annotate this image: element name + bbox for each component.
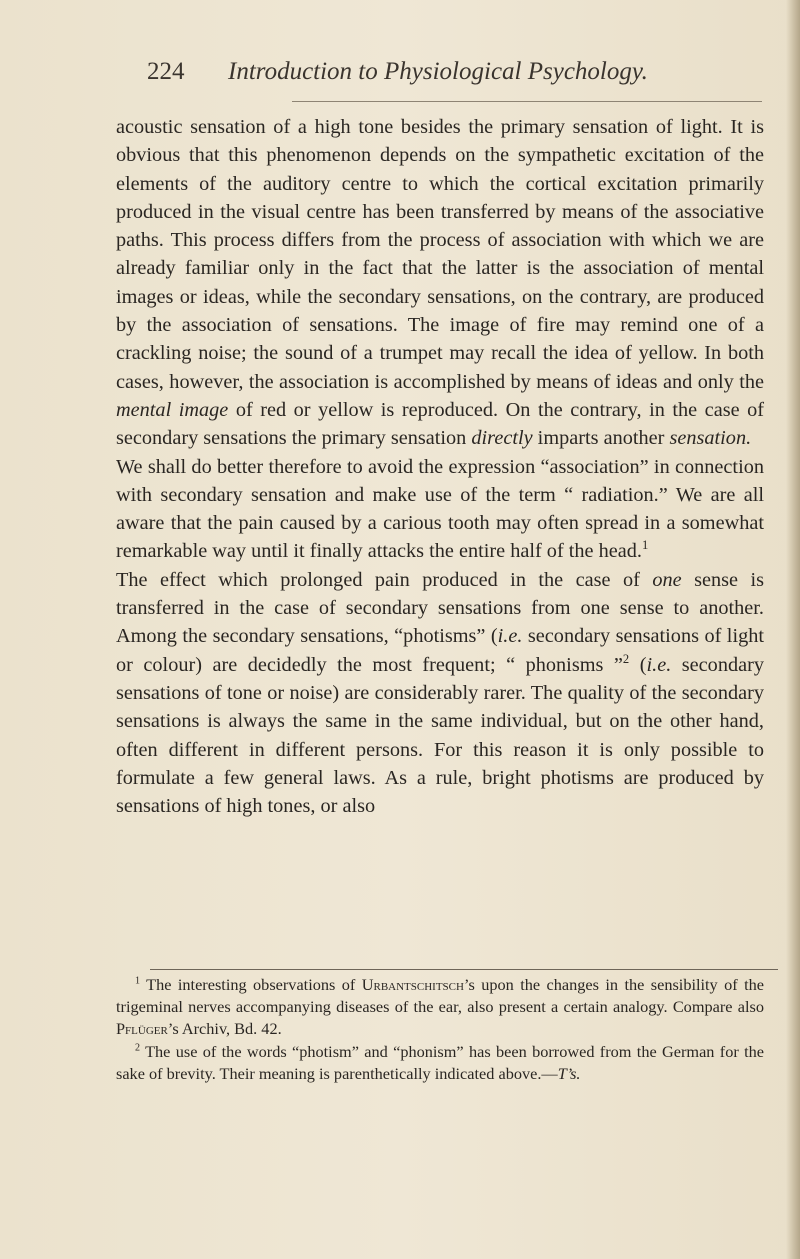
footnote-2 (116, 1041, 764, 1085)
footnote-rule (150, 969, 778, 970)
emphasis: one (652, 568, 682, 591)
page-number: 224 (147, 58, 185, 85)
footnote-number: 1 (135, 975, 141, 987)
footnote-marker: 2 (622, 651, 630, 666)
main-text (116, 113, 764, 820)
small-caps-name: Urbantschitsch (361, 975, 464, 994)
page-edge-shadow (786, 0, 800, 1259)
page-header (0, 58, 800, 98)
small-caps-name: Pflüger (116, 1019, 168, 1039)
text-run: imparts another (532, 427, 670, 450)
text-run: sense is transferred in the case of secondary sensations from one sense to another. Among the secondary sensations, “photisms” ( (116, 568, 764, 648)
emphasis: i.e. (497, 625, 523, 648)
text-run: secondary sensations of tone or noise) are considerably rarer. The quality of the secondary sensations is always the same in the same individual, but on the other hand, often different in different persons. For this reason it is only possible to formulate a few general laws. As a rule, bright photisms are produced by sensations of high tones, or also (116, 653, 764, 818)
emphasis: sensation. (669, 427, 752, 450)
text-run: The interesting observations of (140, 975, 362, 994)
text-run: We shall do better therefore to avoid the expression “association” in connection with secondary sensation and make use of the term “ radiation.” We are all aware that the pain caused by a carious tooth may often spread in a somewhat remarkable way until it finally attacks the entire half of the head. (116, 455, 764, 563)
footnote-number: 2 (135, 1042, 141, 1054)
header-rule (292, 101, 762, 102)
text-run: of red or yellow is reproduced. On the contrary, in the case of secondary sensations the primary sensation (116, 398, 765, 450)
footnote-marker: 1 (641, 538, 649, 553)
emphasis: i.e. (646, 653, 672, 676)
text-run: ( (629, 653, 647, 676)
footnotes (116, 974, 764, 1085)
text-run: ’s Archiv, Bd. 42. (167, 1019, 282, 1039)
emphasis: T’s. (557, 1063, 581, 1083)
text-run: The use of the words “photism” and “phonism” has been borrowed from the German for the sake of brevity. Their meaning is parenthetically indicated above.— (116, 1041, 764, 1083)
footnote-1 (116, 974, 764, 1041)
text-run: acoustic sensation of a high tone besides the primary sensation of light. It is obvious that this phenomenon depends on the sympathetic excitation of the elements of the auditory centre to which the cortical excitation primarily produced in the visual centre has been transferred by means of the associative paths. This process differs from the process of association with which we are already familiar only in the fact that the latter is the association of mental images or ideas, while the secondary sensations, on the contrary, are produced by the association of sensations. The image of fire may remind one of a crackling noise; the sound of a trumpet may recall the idea of yellow. In both cases, however, the association is accomplished by means of ideas and only the (116, 116, 764, 393)
running-title: Introduction to Physiological Psychology. (228, 58, 648, 85)
text-run: secondary sensations of light or colour) are decidedly the most frequent; “ phonisms ” (116, 625, 764, 676)
paragraph-2 (116, 453, 764, 566)
emphasis: directly (471, 427, 533, 450)
emphasis: mental image (116, 398, 229, 421)
paragraph-1 (116, 113, 764, 453)
text-run: The effect which prolonged pain produced in the case of (116, 568, 653, 591)
text-run: ’s upon the changes in the sensibility of the trigeminal nerves accompanying diseases of the ear, also present a certain analogy. Compare also (116, 975, 764, 1017)
paragraph-3 (116, 566, 764, 821)
